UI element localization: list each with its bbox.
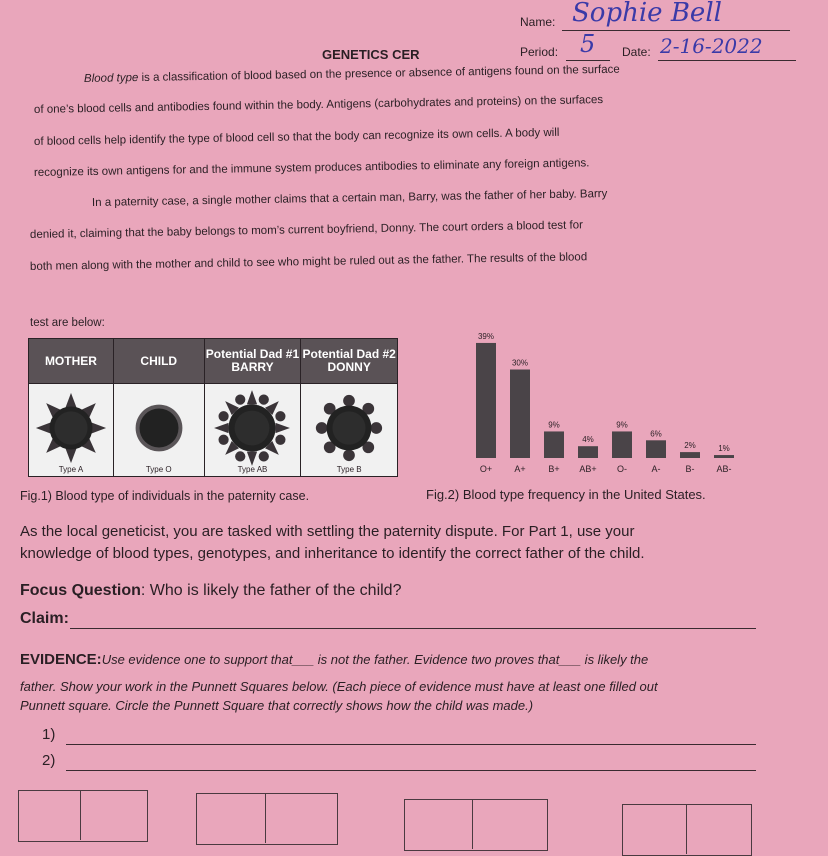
- intro-line-2: of one’s blood cells and antibodies found within the body. Antigens (carbohydrates and proteins) on the surfaces: [33, 94, 604, 116]
- intro-line-7: both men along with the mother and child to see who might be ruled out as the father. The results of the blood: [29, 251, 588, 273]
- tick-label-B+: B+: [548, 464, 560, 474]
- bar-A+: [510, 370, 530, 459]
- type-o-cell-icon: [120, 389, 198, 467]
- name-underline: [562, 30, 790, 31]
- focus-label: Focus Question: [20, 582, 141, 599]
- date-underline: [658, 60, 796, 61]
- cell-donny: [301, 384, 398, 477]
- bar-AB+: [578, 446, 598, 458]
- name-value: Sophie Bell: [572, 0, 722, 28]
- tick-label-A-: A-: [651, 464, 661, 474]
- intro-line-5: In a paternity case, a single mother claims that a certain man, Barry, was the father of her baby. Barry: [91, 188, 608, 209]
- bar-B+: [544, 431, 564, 458]
- period-value: 5: [580, 30, 596, 58]
- evidence-instruction-1: Use evidence one to support that___ is not the father. Evidence two proves that___ is likely the: [101, 652, 649, 667]
- type-b-cell-icon: [310, 389, 388, 467]
- data-label-O+: 39%: [477, 331, 495, 341]
- claim-label: Claim:: [20, 610, 69, 627]
- fig1-caption: Fig.1) Blood type of individuals in the paternity case.: [20, 489, 310, 503]
- evidence-line-3: Punnett square. Circle the Punnett Square that correctly shows how the child was made.): [20, 698, 534, 713]
- evidence-1-answer-line[interactable]: [66, 744, 756, 745]
- period-underline: [566, 60, 610, 61]
- bar-A-: [646, 440, 666, 458]
- punnett-square-1[interactable]: [18, 790, 148, 842]
- intro-line-4: recognize its own antigens for and the immune system produces antibodies to eliminate any foreign antigens.: [33, 157, 590, 179]
- intro-line-6: denied it, claiming that the baby belongs to mom’s current boyfriend, Donny. The court orders a blood test for: [29, 219, 583, 241]
- task-line-2: knowledge of blood types, genotypes, and inheritance to identify the correct father of the child.: [20, 545, 645, 562]
- evidence-line-2: father. Show your work in the Punnett Squares below. (Each piece of evidence must have at least one filled out: [20, 679, 658, 694]
- data-label-AB-: 1%: [718, 444, 730, 454]
- header-mother: MOTHER: [29, 339, 114, 384]
- type-label-barry: Type AB: [237, 465, 268, 474]
- punnett-square-1-divider: [80, 790, 81, 840]
- blood-frequency-chart: [466, 322, 756, 478]
- name-label: Name:: [520, 15, 556, 29]
- punnett-square-3-divider: [472, 799, 473, 849]
- evidence-2-answer-line[interactable]: [66, 770, 756, 771]
- data-label-O-: 9%: [616, 420, 628, 430]
- claim-answer-line[interactable]: [70, 628, 756, 629]
- tick-label-O+: O+: [479, 464, 493, 474]
- evidence-item-2-label: 2): [42, 752, 56, 769]
- data-label-A+: 30%: [511, 358, 529, 368]
- punnett-square-2[interactable]: [196, 793, 338, 845]
- type-label-child: Type O: [145, 465, 172, 474]
- tick-label-AB-: AB-: [716, 464, 732, 474]
- cell-child: [113, 384, 204, 477]
- date-label: Date:: [622, 45, 651, 59]
- data-label-A-: 6%: [650, 429, 662, 439]
- blood-type-table: [28, 338, 398, 477]
- bar-O+: [476, 343, 496, 458]
- header-dad-2: Potential Dad #2 DONNY: [301, 339, 398, 384]
- intro-line-1: [84, 63, 620, 86]
- intro-line-3: of blood cells help identify the type of blood cell so that the body can recognize its own cells. A body will: [33, 126, 560, 148]
- focus-question: [20, 582, 401, 600]
- bar-AB-: [714, 455, 734, 458]
- header-dad-1: Potential Dad #1 BARRY: [204, 339, 301, 384]
- evidence-label: EVIDENCE:: [20, 651, 102, 668]
- intro-line-8: test are below:: [30, 317, 105, 329]
- evidence-line-1: [20, 651, 648, 668]
- evidence-item-1-label: 1): [42, 726, 56, 743]
- tick-label-B-: B-: [685, 464, 695, 474]
- bar-B-: [680, 452, 700, 458]
- data-label-AB+: 4%: [582, 435, 594, 445]
- tick-label-O-: O-: [617, 464, 627, 474]
- punnett-square-4-divider: [686, 804, 687, 854]
- intro-line-1-text: is a classification of blood based on the presence or absence of antigens found on the surface: [138, 63, 620, 85]
- data-label-B-: 2%: [684, 441, 696, 451]
- blood-type-term: Blood type: [83, 72, 139, 85]
- period-label: Period:: [520, 45, 559, 59]
- page-title: GENETICS CER: [322, 47, 420, 62]
- type-label-donny: Type B: [336, 465, 362, 474]
- cell-barry: [204, 384, 301, 477]
- tick-label-A+: A+: [514, 464, 526, 474]
- header-child: CHILD: [113, 339, 204, 384]
- punnett-square-4[interactable]: [622, 804, 752, 856]
- focus-question-text: : Who is likely the father of the child?: [140, 582, 402, 599]
- punnett-square-2-divider: [265, 793, 266, 843]
- cell-mother: [29, 384, 114, 477]
- fig2-caption: Fig.2) Blood type frequency in the United States.: [426, 487, 706, 502]
- type-ab-cell-icon: [211, 387, 293, 469]
- date-value: 2-16-2022: [660, 34, 763, 58]
- type-label-mother: Type A: [58, 465, 84, 474]
- data-label-B+: 9%: [548, 420, 560, 430]
- type-a-cell-icon: [32, 389, 110, 467]
- punnett-square-3[interactable]: [404, 799, 548, 851]
- bar-O-: [612, 431, 632, 458]
- tick-label-AB+: AB+: [579, 464, 597, 474]
- task-line-1: As the local geneticist, you are tasked with settling the paternity dispute. For Part 1, use your: [20, 523, 635, 540]
